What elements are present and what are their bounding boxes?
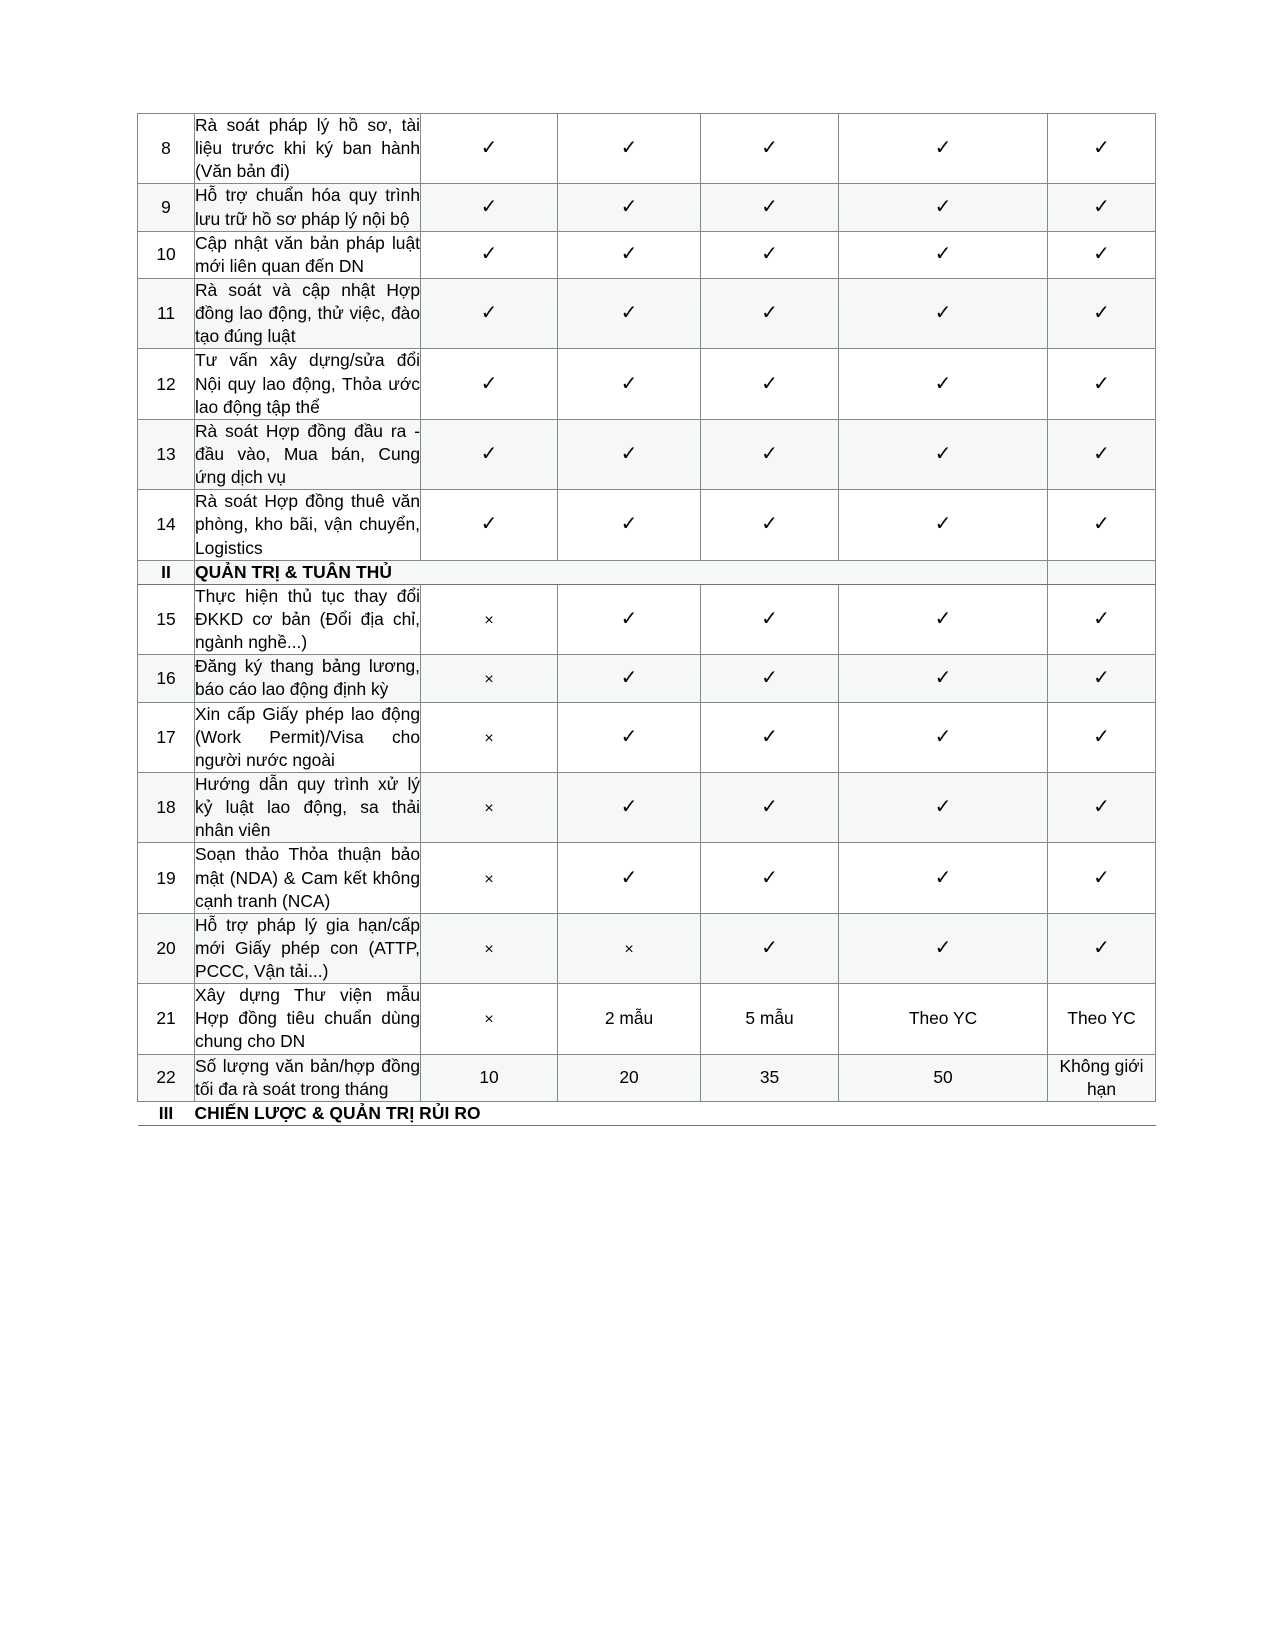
cross-glyph: × xyxy=(484,611,494,629)
check-mark-icon xyxy=(421,419,558,489)
check-mark-icon xyxy=(701,843,839,913)
check-glyph: ✓ xyxy=(620,866,638,889)
table-row xyxy=(138,114,1156,184)
check-glyph: ✓ xyxy=(620,666,638,689)
row-number: 17 xyxy=(138,702,195,772)
cross-glyph: × xyxy=(484,1011,494,1029)
table-row xyxy=(138,1054,1156,1101)
check-glyph: ✓ xyxy=(761,195,778,218)
check-glyph: ✓ xyxy=(934,936,952,959)
check-mark-icon xyxy=(421,349,558,419)
check-mark-icon xyxy=(1048,114,1156,184)
check-mark-icon xyxy=(421,231,558,278)
check-glyph: ✓ xyxy=(1093,513,1110,536)
check-mark-icon xyxy=(839,114,1048,184)
check-glyph: ✓ xyxy=(480,137,498,160)
cross-glyph: × xyxy=(484,729,494,747)
row-description: Tư vấn xây dựng/sửa đổi Nội quy lao động, Thỏa ước lao động tập thể xyxy=(195,349,421,419)
check-glyph: ✓ xyxy=(934,243,952,266)
cross-mark-icon xyxy=(421,702,558,772)
row-number: 18 xyxy=(138,772,195,842)
check-mark-icon xyxy=(839,913,1048,983)
check-mark-icon xyxy=(839,655,1048,702)
check-glyph: ✓ xyxy=(1093,372,1110,395)
check-mark-icon xyxy=(839,184,1048,231)
check-mark-icon xyxy=(421,278,558,348)
section-title: QUẢN TRỊ & TUÂN THỦ xyxy=(195,560,1048,584)
check-mark-icon xyxy=(558,702,701,772)
row-number: 13 xyxy=(138,419,195,489)
check-glyph: ✓ xyxy=(761,796,778,819)
row-number: 21 xyxy=(138,984,195,1054)
check-mark-icon xyxy=(1048,843,1156,913)
row-description: Đăng ký thang bảng lương, báo cáo lao động định kỳ xyxy=(195,655,421,702)
table-row xyxy=(138,772,1156,842)
row-description: Rà soát Hợp đồng đầu ra - đầu vào, Mua bán, Cung ứng dịch vụ xyxy=(195,419,421,489)
check-mark-icon xyxy=(1048,184,1156,231)
cross-glyph: × xyxy=(484,800,494,818)
cross-mark-icon xyxy=(558,913,701,983)
row-number: 11 xyxy=(138,278,195,348)
cross-glyph: × xyxy=(484,670,494,688)
row-description: Soạn thảo Thỏa thuận bảo mật (NDA) & Cam kết không cạnh tranh (NCA) xyxy=(195,843,421,913)
check-mark-icon xyxy=(701,913,839,983)
check-mark-icon xyxy=(701,655,839,702)
row-value: 10 xyxy=(421,1054,558,1101)
section-trailing-cell xyxy=(1048,560,1156,584)
row-description: Rà soát pháp lý hồ sơ, tài liệu trước khi ký ban hành (Văn bản đi) xyxy=(195,114,421,184)
check-glyph: ✓ xyxy=(480,195,498,218)
check-glyph: ✓ xyxy=(1093,243,1110,266)
check-mark-icon xyxy=(421,114,558,184)
cross-mark-icon xyxy=(421,984,558,1054)
table-row xyxy=(138,231,1156,278)
row-value: 20 xyxy=(558,1054,701,1101)
check-glyph: ✓ xyxy=(934,442,952,465)
row-value: Không giới hạn xyxy=(1048,1054,1156,1101)
cross-mark-icon xyxy=(421,584,558,654)
check-glyph: ✓ xyxy=(934,607,952,630)
check-mark-icon xyxy=(839,772,1048,842)
row-description: Rà soát và cập nhật Hợp đồng lao động, thử việc, đào tạo đúng luật xyxy=(195,278,421,348)
check-glyph: ✓ xyxy=(480,302,498,325)
check-glyph: ✓ xyxy=(934,372,952,395)
service-comparison-table xyxy=(137,113,1156,1126)
check-mark-icon xyxy=(839,231,1048,278)
check-mark-icon xyxy=(1048,772,1156,842)
check-glyph: ✓ xyxy=(934,195,952,218)
check-mark-icon xyxy=(558,278,701,348)
check-glyph: ✓ xyxy=(480,513,498,536)
row-number: 10 xyxy=(138,231,195,278)
check-glyph: ✓ xyxy=(620,442,638,465)
row-number: 9 xyxy=(138,184,195,231)
section-number: III xyxy=(138,1101,195,1125)
table-row xyxy=(138,913,1156,983)
check-mark-icon xyxy=(1048,702,1156,772)
check-glyph: ✓ xyxy=(1093,442,1110,465)
check-glyph: ✓ xyxy=(934,866,952,889)
check-mark-icon xyxy=(701,419,839,489)
check-glyph: ✓ xyxy=(620,513,638,536)
check-glyph: ✓ xyxy=(1093,666,1110,689)
row-number: 14 xyxy=(138,490,195,560)
section-number: II xyxy=(138,560,195,584)
check-glyph: ✓ xyxy=(480,243,498,266)
check-glyph: ✓ xyxy=(1093,195,1110,218)
check-glyph: ✓ xyxy=(761,725,778,748)
check-glyph: ✓ xyxy=(934,796,952,819)
check-mark-icon xyxy=(421,184,558,231)
check-glyph: ✓ xyxy=(934,137,952,160)
check-glyph: ✓ xyxy=(620,607,638,630)
row-number: 15 xyxy=(138,584,195,654)
section-title: CHIẾN LƯỢC & QUẢN TRỊ RỦI RO xyxy=(195,1101,1156,1125)
check-mark-icon xyxy=(839,702,1048,772)
check-glyph: ✓ xyxy=(934,725,952,748)
check-glyph: ✓ xyxy=(934,302,952,325)
check-mark-icon xyxy=(701,114,839,184)
check-mark-icon xyxy=(558,772,701,842)
check-glyph: ✓ xyxy=(761,866,778,889)
cross-glyph: × xyxy=(484,940,494,958)
check-glyph: ✓ xyxy=(761,513,778,536)
check-mark-icon xyxy=(1048,584,1156,654)
row-description: Xin cấp Giấy phép lao động (Work Permit)/Visa cho người nước ngoài xyxy=(195,702,421,772)
check-glyph: ✓ xyxy=(1093,137,1110,160)
table-section-row xyxy=(138,560,1156,584)
check-glyph: ✓ xyxy=(620,372,638,395)
check-mark-icon xyxy=(558,843,701,913)
check-mark-icon xyxy=(701,184,839,231)
row-number: 22 xyxy=(138,1054,195,1101)
table-body xyxy=(138,114,1156,1126)
cross-mark-icon xyxy=(421,772,558,842)
check-mark-icon xyxy=(558,184,701,231)
check-mark-icon xyxy=(558,584,701,654)
check-mark-icon xyxy=(839,490,1048,560)
check-glyph: ✓ xyxy=(1093,725,1110,748)
check-mark-icon xyxy=(558,490,701,560)
check-mark-icon xyxy=(839,843,1048,913)
check-mark-icon xyxy=(1048,419,1156,489)
check-glyph: ✓ xyxy=(1093,607,1110,630)
check-mark-icon xyxy=(421,490,558,560)
check-glyph: ✓ xyxy=(480,372,498,395)
table-row xyxy=(138,349,1156,419)
table-row xyxy=(138,655,1156,702)
cross-glyph: × xyxy=(484,870,494,888)
check-glyph: ✓ xyxy=(761,372,778,395)
check-glyph: ✓ xyxy=(1093,796,1110,819)
check-mark-icon xyxy=(1048,913,1156,983)
check-mark-icon xyxy=(558,114,701,184)
table-row xyxy=(138,184,1156,231)
check-mark-icon xyxy=(701,231,839,278)
row-description: Hướng dẫn quy trình xử lý kỷ luật lao động, sa thải nhân viên xyxy=(195,772,421,842)
table-row xyxy=(138,584,1156,654)
check-mark-icon xyxy=(701,278,839,348)
cross-mark-icon xyxy=(421,913,558,983)
check-mark-icon xyxy=(839,349,1048,419)
check-glyph: ✓ xyxy=(620,137,638,160)
check-glyph: ✓ xyxy=(1093,866,1110,889)
check-glyph: ✓ xyxy=(761,442,778,465)
check-glyph: ✓ xyxy=(620,725,638,748)
table-section-row xyxy=(138,1101,1156,1125)
check-glyph: ✓ xyxy=(1093,936,1110,959)
check-mark-icon xyxy=(839,584,1048,654)
table-row xyxy=(138,984,1156,1054)
check-mark-icon xyxy=(558,419,701,489)
table-row xyxy=(138,843,1156,913)
cross-mark-icon xyxy=(421,655,558,702)
check-mark-icon xyxy=(701,772,839,842)
check-mark-icon xyxy=(701,702,839,772)
row-description: Thực hiện thủ tục thay đổi ĐKKD cơ bản (Đổi địa chỉ, ngành nghề...) xyxy=(195,584,421,654)
table-row xyxy=(138,419,1156,489)
check-glyph: ✓ xyxy=(761,607,778,630)
check-glyph: ✓ xyxy=(620,243,638,266)
table-row xyxy=(138,490,1156,560)
check-glyph: ✓ xyxy=(761,137,778,160)
row-description: Rà soát Hợp đồng thuê văn phòng, kho bãi, vận chuyển, Logistics xyxy=(195,490,421,560)
check-glyph: ✓ xyxy=(761,302,778,325)
check-glyph: ✓ xyxy=(761,243,778,266)
check-glyph: ✓ xyxy=(761,936,778,959)
row-number: 19 xyxy=(138,843,195,913)
cross-mark-icon xyxy=(421,843,558,913)
row-value: 35 xyxy=(701,1054,839,1101)
cross-glyph: × xyxy=(624,940,634,958)
row-value: 2 mẫu xyxy=(558,984,701,1054)
check-mark-icon xyxy=(1048,278,1156,348)
check-mark-icon xyxy=(558,655,701,702)
check-glyph: ✓ xyxy=(480,442,498,465)
check-glyph: ✓ xyxy=(620,302,638,325)
check-glyph: ✓ xyxy=(1093,302,1110,325)
check-mark-icon xyxy=(1048,490,1156,560)
row-description: Số lượng văn bản/hợp đồng tối đa rà soát trong tháng xyxy=(195,1054,421,1101)
check-glyph: ✓ xyxy=(934,513,952,536)
check-glyph: ✓ xyxy=(620,195,638,218)
check-mark-icon xyxy=(701,584,839,654)
row-description: Cập nhật văn bản pháp luật mới liên quan đến DN xyxy=(195,231,421,278)
row-value: Theo YC xyxy=(839,984,1048,1054)
check-glyph: ✓ xyxy=(761,666,778,689)
check-mark-icon xyxy=(1048,349,1156,419)
row-value: 5 mẫu xyxy=(701,984,839,1054)
check-mark-icon xyxy=(1048,655,1156,702)
check-mark-icon xyxy=(558,349,701,419)
row-number: 20 xyxy=(138,913,195,983)
table-row xyxy=(138,278,1156,348)
row-value: 50 xyxy=(839,1054,1048,1101)
check-mark-icon xyxy=(839,278,1048,348)
row-number: 12 xyxy=(138,349,195,419)
check-glyph: ✓ xyxy=(620,796,638,819)
row-number: 8 xyxy=(138,114,195,184)
check-glyph: ✓ xyxy=(934,666,952,689)
check-mark-icon xyxy=(558,231,701,278)
check-mark-icon xyxy=(701,349,839,419)
table-row xyxy=(138,702,1156,772)
row-value: Theo YC xyxy=(1048,984,1156,1054)
row-description: Hỗ trợ chuẩn hóa quy trình lưu trữ hồ sơ pháp lý nội bộ xyxy=(195,184,421,231)
check-mark-icon xyxy=(701,490,839,560)
check-mark-icon xyxy=(1048,231,1156,278)
row-number: 16 xyxy=(138,655,195,702)
check-mark-icon xyxy=(839,419,1048,489)
row-description: Xây dựng Thư viện mẫu Hợp đồng tiêu chuẩn dùng chung cho DN xyxy=(195,984,421,1054)
row-description: Hỗ trợ pháp lý gia hạn/cấp mới Giấy phép con (ATTP, PCCC, Vận tải...) xyxy=(195,913,421,983)
